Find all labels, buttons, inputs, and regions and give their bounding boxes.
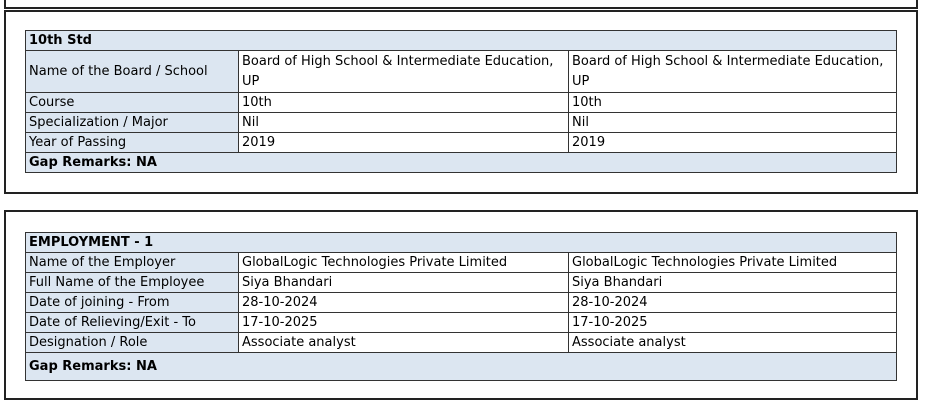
row-value: 2019: [239, 133, 569, 153]
row-value: GlobalLogic Technologies Private Limited: [239, 253, 569, 273]
row-value: Board of High School & Intermediate Education, UP: [569, 51, 897, 93]
section-title: EMPLOYMENT - 1: [26, 233, 897, 253]
row-label: Name of the Board / School: [26, 51, 239, 93]
row-value: Siya Bhandari: [239, 273, 569, 293]
row-label: Year of Passing: [26, 133, 239, 153]
row-value: Nil: [569, 113, 897, 133]
gap-remarks: Gap Remarks: NA: [26, 153, 897, 173]
row-value: 28-10-2024: [239, 293, 569, 313]
section-title: 10th Std: [26, 31, 897, 51]
row-value: 28-10-2024: [569, 293, 897, 313]
employment-table: [25, 232, 897, 381]
row-value: GlobalLogic Technologies Private Limited: [569, 253, 897, 273]
gap-remarks: Gap Remarks: NA: [26, 353, 897, 381]
previous-section-frame: [4, 0, 918, 9]
row-value: 17-10-2025: [569, 313, 897, 333]
education-table: [25, 30, 897, 173]
row-value: Siya Bhandari: [569, 273, 897, 293]
row-value: Associate analyst: [239, 333, 569, 353]
row-value: Associate analyst: [569, 333, 897, 353]
row-label: Date of Relieving/Exit - To: [26, 313, 239, 333]
row-label: Full Name of the Employee: [26, 273, 239, 293]
row-label: Course: [26, 93, 239, 113]
row-value: 10th: [239, 93, 569, 113]
row-value: 10th: [569, 93, 897, 113]
row-value: Board of High School & Intermediate Education, UP: [239, 51, 569, 93]
row-label: Date of joining - From: [26, 293, 239, 313]
row-label: Name of the Employer: [26, 253, 239, 273]
row-value: 17-10-2025: [239, 313, 569, 333]
row-label: Designation / Role: [26, 333, 239, 353]
row-value: 2019: [569, 133, 897, 153]
row-value: Nil: [239, 113, 569, 133]
row-label: Specialization / Major: [26, 113, 239, 133]
